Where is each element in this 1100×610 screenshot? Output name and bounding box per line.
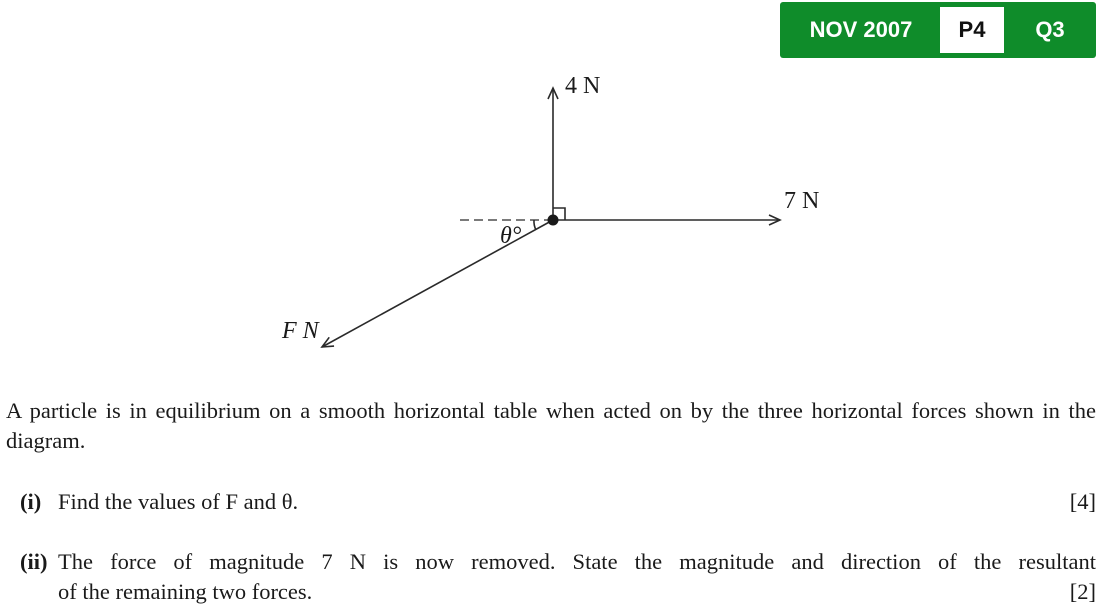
part-text xyxy=(58,547,1096,607)
part-number: (ii) xyxy=(20,549,48,574)
force-7n-label: 7 N xyxy=(784,188,820,214)
angle-theta-label: θ° xyxy=(500,223,522,249)
part-text-line-2: of the remaining two forces. xyxy=(58,579,313,604)
angle-arc xyxy=(534,220,536,230)
part-marks: [4] xyxy=(1069,489,1096,514)
particle-dot xyxy=(548,215,559,226)
force-f-label: F N xyxy=(282,318,319,344)
question-stem: A particle is in equilibrium on a smooth horizontal table when acted on by the three horizontal forces shown in the diagram. xyxy=(6,398,1096,453)
question-part-ii xyxy=(20,547,1096,607)
session-label: NOV 2007 xyxy=(809,17,913,42)
part-text: Find the values of F and θ. xyxy=(58,489,299,514)
paper-label: P4 xyxy=(940,7,1004,53)
force-4n-label: 4 N xyxy=(565,73,601,99)
question-part-i xyxy=(20,487,1096,517)
part-marks: [2] xyxy=(1069,579,1096,604)
part-text-line-1: The force of magnitude 7 N is now removed. State the magnitude and direction of the resultant xyxy=(58,549,1096,574)
question-label: Q3 xyxy=(1035,17,1065,42)
part-number: (i) xyxy=(20,489,42,514)
